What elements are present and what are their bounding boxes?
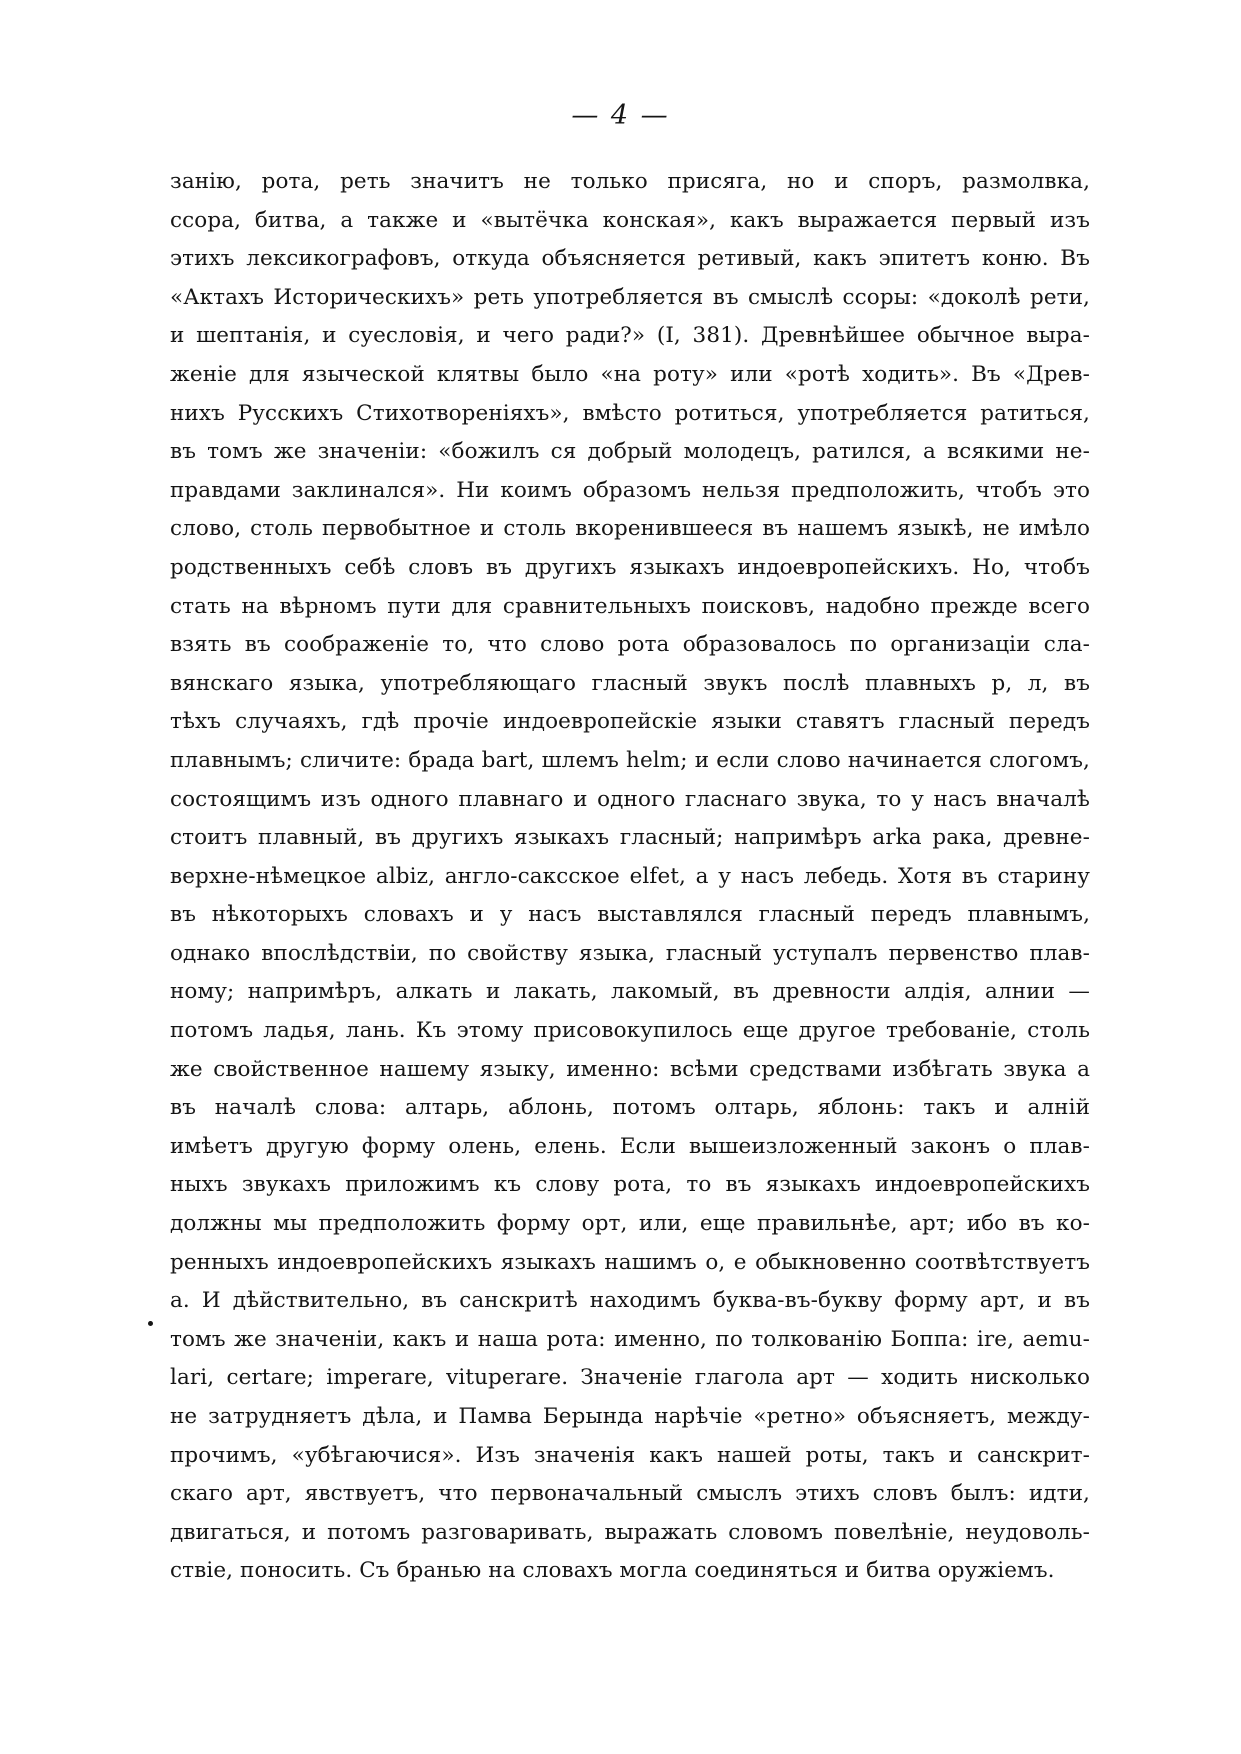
text-line: прочимъ, «убѣгаючися». Изъ значенія какъ нашей роты, такъ и санскрит- <box>170 1442 1090 1468</box>
text-line: двигаться, и потомъ разговаривать, выражать словомъ повелѣніе, неудоволь- <box>170 1519 1090 1545</box>
text-line: взять въ соображеніе то, что слово рота образовалось по организаціи сла- <box>170 632 1090 658</box>
text-line: вянскаго языка, употребляющаго гласный звукъ послѣ плавныхъ р, л, въ <box>170 670 1090 696</box>
text-line: ссора, битва, а также и «вытёчка конская», какъ выражается первый изъ <box>170 207 1090 233</box>
text-line: lari, certare; imperare, vituperare. Значеніе глагола арт — ходить нисколько <box>170 1365 1090 1391</box>
text-line: и шептанія, и суесловія, и чего ради?» (I, 381). Древнѣйшее обычное выра- <box>170 323 1090 349</box>
text-line: не затрудняетъ дѣла, и Памва Берында нарѣчіе «ретно» объясняетъ, между- <box>170 1404 1090 1429</box>
text-line: слово, столь первобытное и столь вкоренившееся въ нашемъ языкѣ, не имѣло <box>170 516 1090 542</box>
text-line: въ нѣкоторыхъ словахъ и у насъ выставлялся гласный передъ плавнымъ, <box>170 902 1090 928</box>
margin-mark <box>148 1321 153 1326</box>
text-line: стоитъ плавный, въ другихъ языкахъ гласный; напримѣръ arka рака, древне- <box>170 825 1090 851</box>
text-line: имѣетъ другую форму олень, елень. Если вышеизложенный законъ о плав- <box>170 1133 1090 1159</box>
text-line: этихъ лексикографовъ, откуда объясняется ретивый, какъ эпитетъ коню. Въ <box>170 246 1090 272</box>
text-line: ныхъ звукахъ приложимъ къ слову рота, то въ языкахъ индоевропейскихъ <box>170 1172 1090 1198</box>
text-line: ствіе, поносить. Съ бранью на словахъ могла соединяться и битва оружіемъ. <box>170 1558 1055 1584</box>
text-line: нихъ Русскихъ Стихотвореніяхъ», вмѣсто ротиться, употребляется ратиться, <box>170 400 1090 426</box>
text-line: томъ же значеніи, какъ и наша рота: именно, по толкованію Боппа: ire, aemu- <box>170 1326 1090 1352</box>
text-line: должны мы предположить форму орт, или, еще правильнѣе, арт; ибо въ ко- <box>170 1211 1090 1237</box>
text-line: состоящимъ изъ одного плавнаго и одного гласнаго звука, то у насъ вначалѣ <box>170 786 1090 812</box>
text-line: въ томъ же значеніи: «божилъ ся добрый молодецъ, ратился, а всякими не- <box>170 439 1090 465</box>
text-line: плавнымъ; сличите: брада bart, шлемъ helm; и если слово начинается слогомъ, <box>170 747 1090 773</box>
text-line: а. И дѣйствительно, въ санскритѣ находимъ буква-въ-букву форму арт, и въ <box>170 1288 1090 1314</box>
text-line: занію, рота, реть значитъ не только присяга, но и споръ, размолвка, <box>170 169 1090 194</box>
text-line: же свойственное нашему языку, именно: всѣми средствами избѣгать звука а <box>170 1056 1090 1082</box>
text-line: тѣхъ случаяхъ, гдѣ прочіе индоевропейскіе языки ставятъ гласный передъ <box>170 709 1090 735</box>
text-line: ному; напримѣръ, алкать и лакать, лакомый, въ древности алдія, алнии — <box>170 979 1090 1005</box>
body-text <box>170 163 1090 1591</box>
text-line: верхне-нѣмецкое albiz, англо-саксское elfet, а у насъ лебедь. Хотя въ старину <box>170 863 1090 889</box>
page-number: — 4 — <box>571 100 670 131</box>
text-line: въ началѣ слова: алтарь, аблонь, потомъ олтарь, яблонь: такъ и алній <box>170 1095 1090 1121</box>
text-line: скаго арт, явствуетъ, что первоначальный смыслъ этихъ словъ былъ: идти, <box>170 1481 1090 1507</box>
text-line: потомъ ладья, лань. Къ этому присовокупилось еще другое требованіе, столь <box>170 1018 1090 1044</box>
text-line: «Актахъ Историческихъ» реть употребляется въ смыслѣ ссоры: «доколѣ рети, <box>170 284 1090 310</box>
text-line: правдами заклинался». Ни коимъ образомъ нельзя предположить, чтобъ это <box>170 477 1090 503</box>
text-line: женіе для языческой клятвы было «на роту» или «ротѣ ходить». Въ «Древ- <box>170 361 1090 387</box>
text-line: ренныхъ индоевропейскихъ языкахъ нашимъ о, е обыкновенно соотвѣтствуетъ <box>170 1249 1090 1275</box>
text-line: родственныхъ себѣ словъ въ другихъ языкахъ индоевропейскихъ. Но, чтобъ <box>170 554 1090 580</box>
text-line: однако впослѣдствіи, по свойству языка, гласный уступалъ первенство плав- <box>170 940 1090 966</box>
text-line: стать на вѣрномъ пути для сравнительныхъ поисковъ, надобно прежде всего <box>170 593 1090 619</box>
